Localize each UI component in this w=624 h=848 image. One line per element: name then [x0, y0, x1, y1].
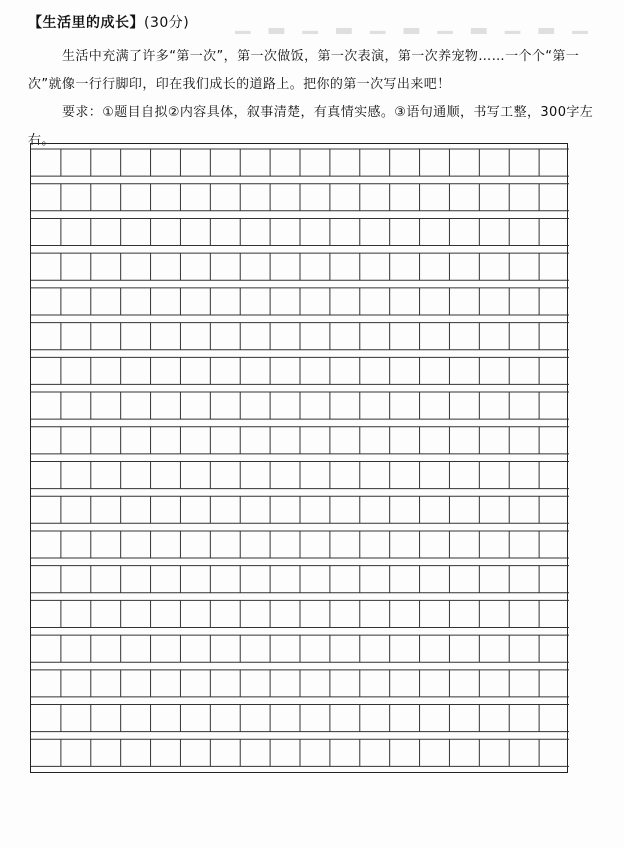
grid-row[interactable] — [31, 670, 569, 697]
grid-row[interactable] — [31, 496, 569, 523]
section-heading — [28, 12, 189, 32]
grid-row[interactable] — [31, 357, 569, 384]
grid-row[interactable] — [31, 462, 569, 489]
grid-row[interactable] — [31, 635, 569, 662]
grid-row[interactable] — [31, 184, 569, 211]
grid-row[interactable] — [31, 218, 569, 245]
grid-row[interactable] — [31, 531, 569, 558]
grid-row[interactable] — [31, 288, 569, 315]
grid-row[interactable] — [31, 705, 569, 732]
composition-grid[interactable] — [30, 143, 568, 773]
grid-row[interactable] — [31, 427, 569, 454]
grid-row[interactable] — [31, 600, 569, 627]
prompt-paragraph: 生活中充满了许多“第一次”，第一次做饭，第一次表演，第一次养宠物……一个个“第一次”就像一行行脚印，印在我们成长的道路上。把你的第一次写出来吧！ — [28, 49, 580, 92]
bleed-through-text: ▁ ▂ ▁ ▂ ▁ ▂ ▁ ▂ ▁ ▂ ▁ — [235, 10, 594, 34]
writing-squares[interactable] — [31, 144, 569, 774]
section-score: (30分) — [144, 15, 190, 31]
section-title: 【生活里的成长】 — [28, 15, 144, 31]
grid-row[interactable] — [31, 566, 569, 593]
grid-row[interactable] — [31, 253, 569, 280]
grid-row[interactable] — [31, 739, 569, 766]
requirements-paragraph: 要求：①题目自拟②内容具体，叙事清楚，有真情实感。③语句通顺，书写工整，300字左右。 — [28, 105, 594, 148]
grid-row[interactable] — [31, 392, 569, 419]
grid-row[interactable] — [31, 323, 569, 350]
grid-row[interactable] — [31, 149, 569, 176]
